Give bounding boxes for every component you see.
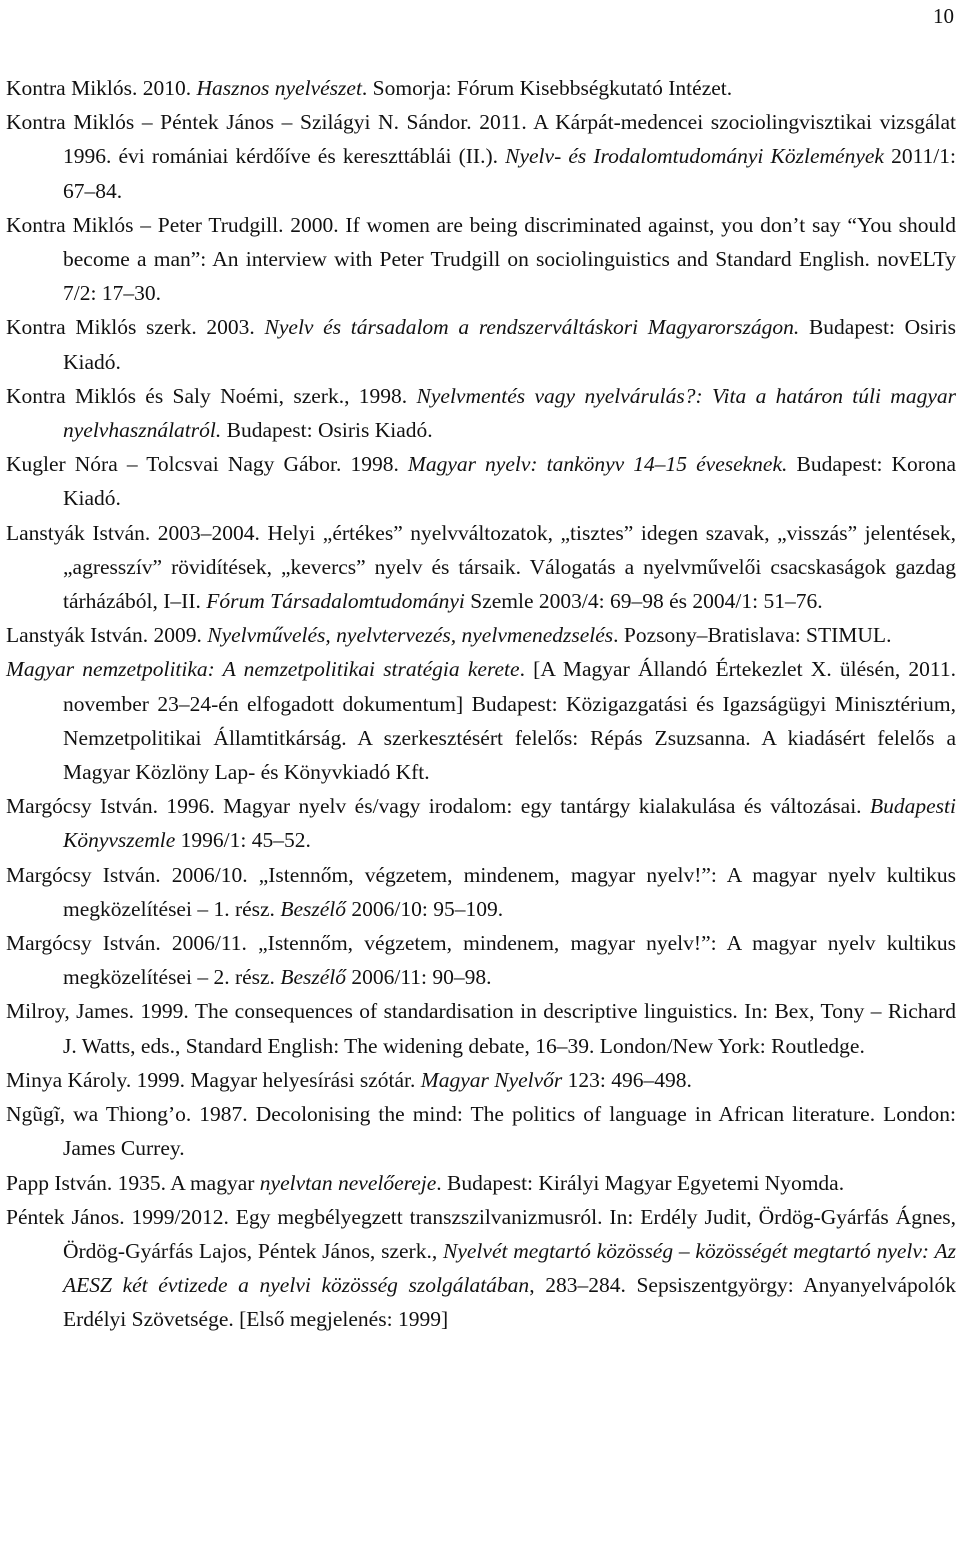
entry-text: Margócsy István. 1996. Magyar nyelv és/vagy irodalom: egy tantárgy kialakulása és változásai. [6, 794, 870, 819]
entry-text: Budapest: Korona Kiadó. [63, 452, 957, 511]
entry-text: 1996/1: 45–52. [175, 828, 311, 853]
bibliography-entry [6, 994, 956, 1062]
entry-text: Margócsy István. 2006/11. „Istennőm, végzetem, mindenem, magyar nyelv!”: A magyar nyelv kultikus megközelítései – 2. rész. [6, 931, 956, 990]
entry-text: . Pozsony–Bratislava: STIMUL. [613, 623, 892, 648]
entry-title-italic: nyelvtan nevelőereje [259, 1170, 437, 1195]
entry-text: . Somorja: Fórum Kisebbségkutató Intézet. [361, 76, 733, 100]
bibliography-entry [6, 858, 956, 926]
bibliography-entry [6, 789, 956, 857]
entry-text: Margócsy István. 2006/10. „Istennőm, végzetem, mindenem, magyar nyelv!”: A magyar nyelv kultikus megközelítései – 1. rész. [6, 862, 956, 921]
entry-title-italic: Magyar Nyelvőr [420, 1067, 563, 1092]
entry-text: . Budapest: Királyi Magyar Egyetemi Nyomda. [436, 1170, 845, 1195]
entry-text: Kontra Miklós szerk. 2003. [6, 315, 265, 340]
entry-text: Ngũgĩ, wa Thiong’o. 1987. Decolonising the mind: The politics of language in African literature. London: James Currey. [6, 1102, 956, 1161]
entry-text: Lanstyák István. 2009. [6, 623, 208, 648]
bibliography-entry [6, 310, 956, 378]
entry-title-italic: Beszélő [280, 965, 346, 990]
entry-text: Budapest: Osiris Kiadó. [63, 315, 956, 374]
entry-title-italic: Hasznos nyelvészet [196, 76, 362, 100]
bibliography-entry [6, 652, 956, 789]
entry-title-italic: Beszélő [280, 896, 346, 921]
bibliography-entry [6, 1097, 956, 1165]
entry-text: Kontra Miklós – Péntek János – Szilágyi N. Sándor. 2011. A Kárpát-medencei szociolingvisztikai vizsgálat 1996. évi romániai kérdőíve és kereszttáblái (II.). [6, 110, 956, 169]
entry-title-italic: Fórum Társadalomtudományi [206, 589, 465, 614]
entry-text: Péntek János. 1999/2012. Egy megbélyegzett transzszilvanizmusról. In: Erdély Judit, Ördög-Gyárfás Ágnes, Ördög-Gyárfás Lajos, Péntek János, szerk., [6, 1204, 956, 1263]
bibliography-list [6, 71, 956, 1337]
entry-title-italic: Budapesti Könyvszemle [63, 794, 956, 853]
entry-text: 2011/1: 67–84. [63, 144, 956, 203]
bibliography-entry [6, 926, 956, 994]
entry-text: Kontra Miklós. 2010. [6, 76, 197, 100]
entry-text: . [A Magyar Állandó Értekezlet X. ülésén, 2011. november 23–24-én elfogadott dokumentum] Budapest: Közigazgatási és Igazságügyi Minisztérium, Nemzetpolitikai Államtitkárság. A szerkesztésért felelős: Répás Zsuzsanna. A kiadásért felelős a Magyar Közlöny Lap- és Könyvkiadó Kft. [63, 657, 956, 785]
entry-text: Lanstyák István. 2003–2004. Helyi „értékes” nyelvváltozatok, „tisztes” idegen szavak, „visszás” jelentések, „agresszív” rövidítések, „kevercs” nyelv és társaik. Válogatás a nyelvművelői csacskaságok gazdag tárházából, I–II. [6, 520, 956, 614]
entry-title-italic: Nyelv- és Irodalomtudományi Közlemények [505, 144, 884, 169]
bibliography-entry [6, 379, 956, 447]
page-number: 10 [933, 4, 954, 28]
entry-text: Kontra Miklós és Saly Noémi, szerk., 1998. [6, 383, 417, 408]
entry-text: Budapest: Osiris Kiadó. [221, 418, 433, 443]
entry-text: Kugler Nóra – Tolcsvai Nagy Gábor. 1998. [6, 452, 408, 477]
entry-text: Szemle 2003/4: 69–98 és 2004/1: 51–76. [464, 589, 823, 614]
bibliography-entry [6, 447, 956, 515]
entry-title-italic: Nyelvmentés vagy nyelvárulás?: Vita a határon túli magyar nyelvhasználatról. [63, 383, 956, 443]
entry-text: Minya Károly. 1999. Magyar helyesírási szótár. [6, 1067, 421, 1092]
entry-text: 2006/11: 90–98. [346, 965, 492, 990]
bibliography-entry [6, 1200, 956, 1337]
entry-text: , 283–284. Sepsiszentgyörgy: Anyanyelvápolók Erdélyi Szövetsége. [Első megjelenés: 1999] [63, 1273, 956, 1332]
entry-title-italic: Magyar nyelv: tankönyv 14–15 éveseknek. [407, 452, 788, 477]
entry-title-italic: Nyelvművelés, nyelvtervezés, nyelvmenedzselés [207, 623, 614, 648]
bibliography-entry [6, 618, 956, 652]
bibliography-entry [6, 516, 956, 619]
bibliography-entry [6, 105, 956, 208]
entry-title-italic: Magyar nemzetpolitika: A nemzetpolitikai stratégia kerete [6, 657, 520, 682]
entry-text: 123: 496–498. [562, 1067, 692, 1092]
bibliography-entry [6, 1166, 956, 1200]
entry-text: 2006/10: 95–109. [346, 896, 504, 921]
entry-title-italic: Nyelvét megtartó közösség – közösségét megtartó nyelv: Az AESZ két évtizede a nyelvi közösség szolgálatában [63, 1238, 956, 1298]
entry-title-italic: Nyelv és társadalom a rendszerváltáskori Magyarországon. [264, 315, 800, 340]
entry-text: Papp István. 1935. A magyar [6, 1170, 260, 1195]
bibliography-entry [6, 71, 956, 105]
bibliography-entry [6, 208, 956, 311]
entry-text: Kontra Miklós – Peter Trudgill. 2000. If women are being discriminated against, you don’t say “You should become a man”: An interview with Peter Trudgill on sociolinguistics and Standard English. novELTy 7/2: 17–30. [6, 212, 956, 306]
bibliography-entry [6, 1063, 956, 1097]
entry-text: Milroy, James. 1999. The consequences of standardisation in descriptive linguistics. In: Bex, Tony – Richard J. Watts, eds., Standard English: The widening debate, 16–39. London/New York: Routledge. [6, 999, 956, 1058]
